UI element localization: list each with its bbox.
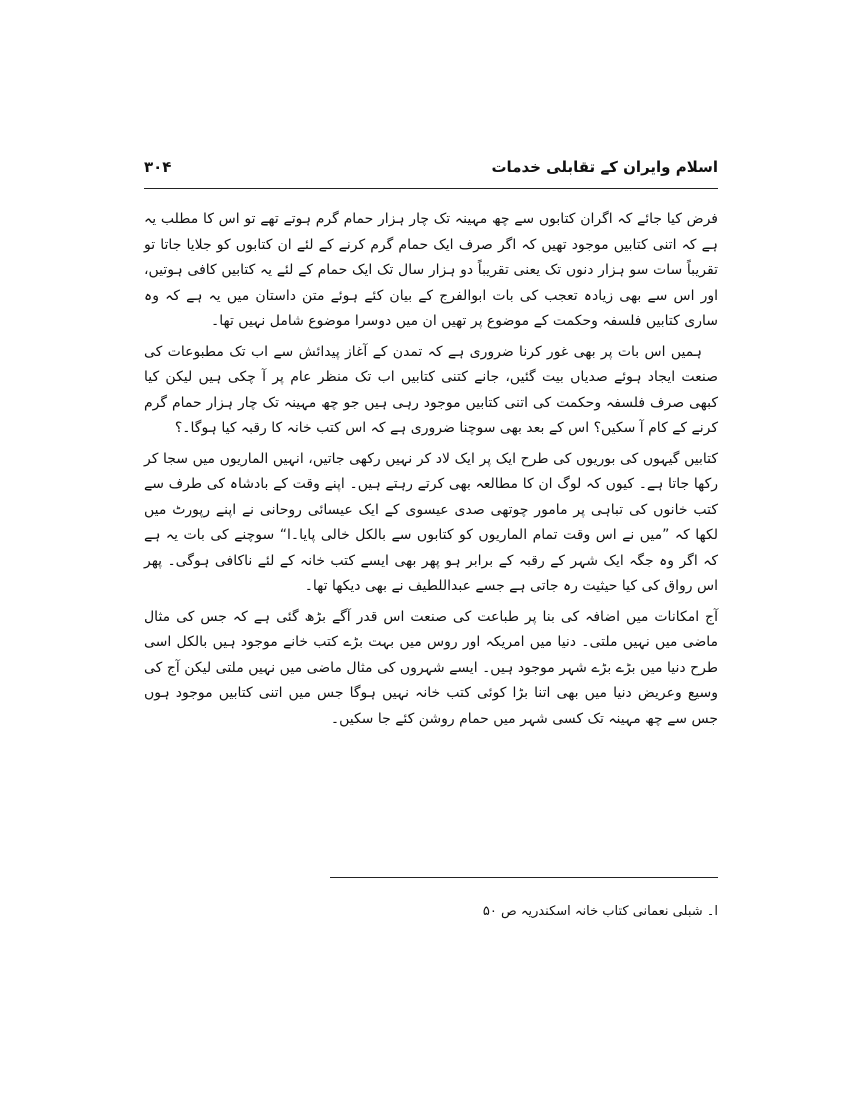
- header-rule: [144, 188, 718, 189]
- paragraph: آج امکانات میں اضافہ کی بنا پر طباعت کی صنعت اس قدر آگے بڑھ گئی ہے کہ جس کی مثال ماضی میں نہیں ملتی۔ دنیا میں امریکہ اور روس میں بہت بڑے کتب خانے موجود ہیں بالکل اسی طرح دنیا میں بڑے بڑے شہر موجود ہیں۔ ایسے شہروں کی مثال ماضی میں نہیں ملتی لیکن آج کی وسیع وعریض دنیا میں بھی اتنا بڑا کوئی کتب خانہ نہیں ہوگا جس میں اتنی کتابیں موجود ہوں جس سے چھ مہینہ تک کسی شہر میں حمام روشن کئے جا سکیں۔: [144, 608, 718, 727]
- footnote-rule: [330, 877, 718, 878]
- footnote: ا۔ شبلی نعمانی کتاب خانہ اسکندریہ ص ۵۰: [482, 904, 718, 919]
- page-header: [144, 158, 718, 188]
- page-number: ۳۰۴: [144, 158, 172, 176]
- body-text: [144, 207, 718, 737]
- paragraph: کتابیں گیہوں کی بوریوں کی طرح ایک پر ایک لاد کر نہیں رکھی جاتیں، انہیں الماریوں میں سجا کر رکھا جاتا ہے۔ کیوں کہ لوگ ان کا مطالعہ بھی کرتے رہتے ہیں۔ اپنے وقت کے بادشاہ کی طرف سے کتب خانوں کی تباہی پر مامور چوتھی صدی عیسوی کے ایک عیسائی روحانی نے اپنے رپورٹ میں لکھا کہ ”میں نے اس وقت تمام الماریوں کو کتابوں سے بالکل خالی پایا۔ا“ سوچنے کی بات یہ ہے کہ اگر وہ جگہ ایک شہر کے رقبہ کے برابر ہو پھر بھی ایسے کتب خانہ کے لئے ناکافی ہوگی۔ پھر اس رواق کی کیا حیثیت رہ جاتی ہے جسے عبداللطیف نے بھی دیکھا تھا۔: [144, 450, 718, 594]
- paragraph: فرض کیا جائے کہ اگران کتابوں سے چھ مہینہ تک چار ہزار حمام گرم ہوتے تھے تو اس کا مطلب یہ ہے کہ اتنی کتابیں موجود تھیں کہ اگر صرف ایک حمام گرم کرنے کے لئے ان کتابوں کو جلایا جاتا تو تقریباً سات سو ہزار دنوں تک یعنی تقریباً دو ہزار سال تک ایک حمام کے لئے یہ کتابیں کافی ہوتیں، اور اس سے بھی زیادہ تعجب کی بات ابوالفرج کے بیان کئے ہوئے متن داستان میں یہ ہے کہ وہ ساری کتابیں فلسفہ وحکمت کے موضوع پر تھیں ان میں دوسرا موضوع شامل نہیں تھا۔: [144, 211, 718, 329]
- paragraph: ہمیں اس بات پر بھی غور کرنا ضروری ہے کہ تمدن کے آغاز پیدائش سے اب تک مطبوعات کی صنعت ایجاد ہوئے صدیاں بیت گئیں، جانے کتنی کتابیں اب تک منظر عام پر آ چکی ہیں لیکن کیا کبھی صرف فلسفہ وحکمت کی اتنی کتابیں موجود رہی ہیں جو چھ مہینہ تک چار ہزار حمام گرم کرنے کے کام آ سکیں؟ اس کے بعد بھی سوچنا ضروری ہے کہ اس کتب خانہ کا رقبہ کیا ہوگا۔؟: [144, 343, 718, 436]
- running-title: اسلام وایران کے تقابلی خدمات: [491, 158, 718, 176]
